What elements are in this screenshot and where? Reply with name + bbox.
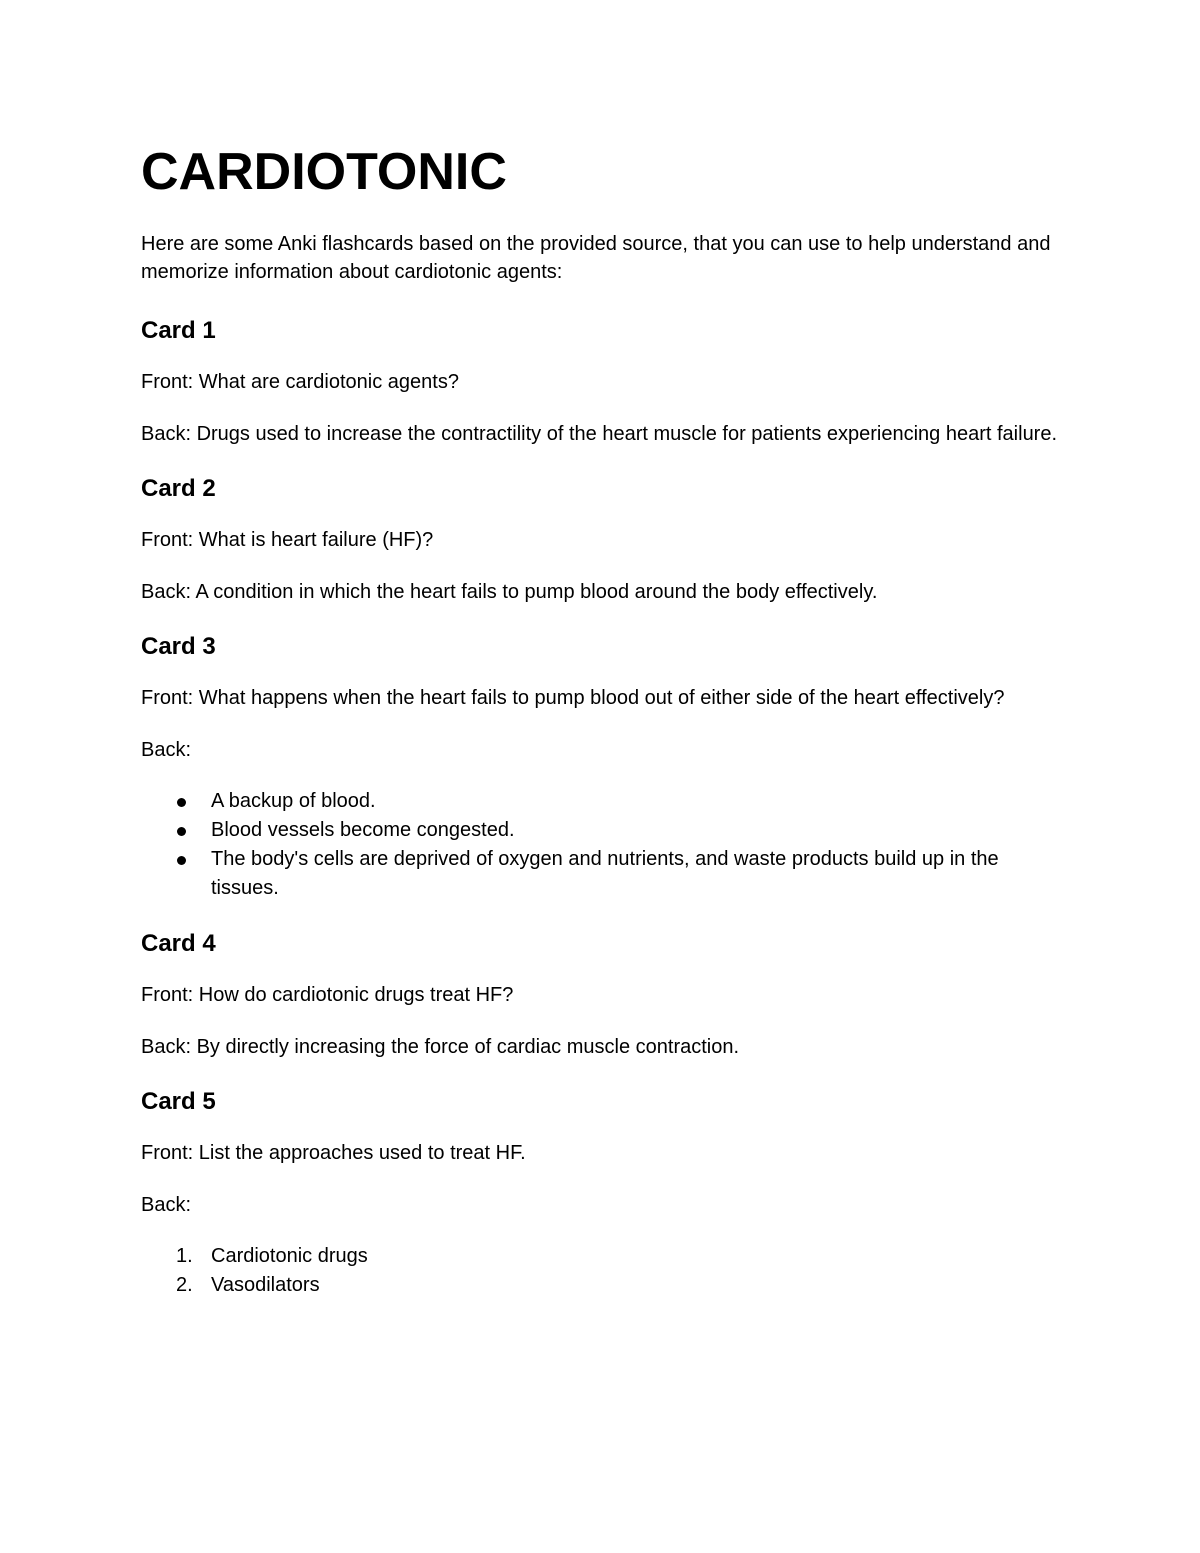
list-item <box>141 787 1060 816</box>
card-heading: Card 3 <box>141 633 216 660</box>
card-back: Back: A condition in which the heart fails to pump blood around the body effectively. <box>141 581 878 603</box>
list-item-text: A backup of blood. <box>211 790 376 812</box>
list-number: 2. <box>176 1274 193 1296</box>
list-item <box>141 845 1060 903</box>
card-heading: Card 2 <box>141 475 216 502</box>
card-front: Front: List the approaches used to treat HF. <box>141 1142 526 1164</box>
card-back: Back: <box>141 1194 192 1216</box>
card-heading: Card 5 <box>141 1088 216 1115</box>
card-back: Back: Drugs used to increase the contractility of the heart muscle for patients experiencing heart failure. <box>141 423 1058 445</box>
intro-paragraph: Here are some Anki flashcards based on the provided source, that you can use to help understand and memorize information about cardiotonic agents: <box>141 233 1051 283</box>
card-heading: Card 1 <box>141 317 216 344</box>
card-front: Front: What is heart failure (HF)? <box>141 529 434 551</box>
flashcard-4 <box>141 929 1060 1061</box>
card-heading: Card 4 <box>141 930 216 957</box>
document-title: CARDIOTONIC <box>141 143 507 201</box>
card-front: Front: What are cardiotonic agents? <box>141 371 459 393</box>
flashcard-2 <box>141 474 1060 606</box>
list-item <box>141 816 1060 845</box>
list-item-text: Blood vessels become congested. <box>211 819 515 841</box>
flashcard-1 <box>141 316 1060 448</box>
list-item-text: The body's cells are deprived of oxygen and nutrients, and waste products build up in the tissues. <box>211 848 999 899</box>
list-item-text: Vasodilators <box>211 1274 320 1296</box>
bullet-icon <box>177 798 186 807</box>
card-back-list <box>141 1242 1060 1300</box>
card-back: Back: <box>141 739 192 761</box>
list-item <box>141 1242 1060 1271</box>
flashcard-5 <box>141 1087 1060 1300</box>
card-back-list <box>141 787 1060 903</box>
card-back: Back: By directly increasing the force of cardiac muscle contraction. <box>141 1036 740 1058</box>
list-item-text: Cardiotonic drugs <box>211 1245 368 1267</box>
list-number: 1. <box>176 1245 193 1267</box>
bullet-icon <box>177 856 186 865</box>
card-front: Front: What happens when the heart fails to pump blood out of either side of the heart effectively? <box>141 687 1005 709</box>
flashcard-3 <box>141 632 1060 903</box>
card-front: Front: How do cardiotonic drugs treat HF? <box>141 984 514 1006</box>
bullet-icon <box>177 827 186 836</box>
list-item <box>141 1271 1060 1300</box>
